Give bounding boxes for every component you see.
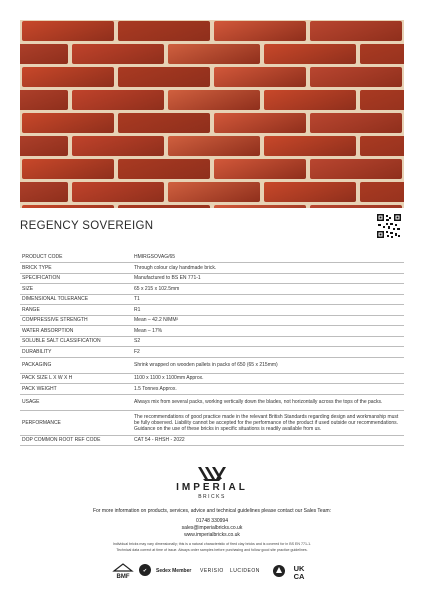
- brick: [118, 159, 210, 179]
- brick: [264, 136, 356, 156]
- brick: [168, 136, 260, 156]
- brick: [22, 21, 114, 41]
- sedex-circle-icon: [138, 563, 152, 577]
- contact-website[interactable]: www.imperialbricks.co.uk: [184, 532, 240, 538]
- spec-row: [20, 373, 404, 384]
- spec-value: S2: [132, 336, 404, 347]
- spec-value: R1: [132, 305, 404, 316]
- badge-separator: [138, 563, 152, 579]
- brick: [214, 159, 306, 179]
- spec-row: [20, 410, 404, 435]
- brick: [168, 90, 260, 110]
- brick: [310, 159, 402, 179]
- spec-value: HMIRGSOVAG/65: [132, 252, 404, 263]
- product-title: REGENCY SOVEREIGN: [20, 220, 154, 232]
- spec-value: F2: [132, 347, 404, 358]
- spec-label: PACK SIZE L X W X H: [20, 373, 132, 384]
- spec-label: PRODUCT CODE: [20, 252, 132, 263]
- kitemark-icon: [272, 564, 286, 578]
- svg-text:CA: CA: [293, 572, 305, 581]
- brick: [310, 205, 402, 208]
- brick: [214, 21, 306, 41]
- brick: [214, 113, 306, 133]
- imperial-logo-icon: [0, 464, 424, 482]
- brick: [118, 205, 210, 208]
- spec-label: COMPRESSIVE STRENGTH: [20, 315, 132, 326]
- spec-row: [20, 326, 404, 337]
- brick: [310, 67, 402, 87]
- brick: [168, 44, 260, 64]
- spec-label: RANGE: [20, 305, 132, 316]
- brick-sample-image: [20, 20, 404, 208]
- spec-value: T1: [132, 294, 404, 305]
- brick: [72, 44, 164, 64]
- spec-value: Shrink wrapped on wooden pallets in packs of 650 (65 x 215mm): [132, 357, 404, 373]
- brick: [310, 21, 402, 41]
- disclaimer-line-1: Individual bricks may vary dimensionally; this is a natural characteristic of fired clay bricks and is covered for in BS EN 771-1.: [112, 542, 312, 546]
- spec-table: [20, 252, 404, 446]
- brick: [360, 136, 404, 156]
- spec-value: Through colour clay handmade brick.: [132, 263, 404, 274]
- spec-label: SOLUBLE SALT CLASSIFICATION: [20, 336, 132, 347]
- spec-row: [20, 435, 404, 446]
- brick: [264, 90, 356, 110]
- brick: [72, 136, 164, 156]
- brick: [20, 182, 68, 202]
- svg-text:✔: ✔: [142, 568, 148, 574]
- spec-value: Manufactured to BS EN 771-1: [132, 273, 404, 284]
- brick: [118, 21, 210, 41]
- spec-row: [20, 347, 404, 358]
- certification-badges: [112, 563, 312, 581]
- brick: [264, 44, 356, 64]
- spec-value: Always mix from several packs, working vertically down the blades, not horizontally across the tops of the packs.: [132, 394, 404, 410]
- brick: [22, 205, 114, 208]
- spec-value: 1.5 Tonnes Approx.: [132, 384, 404, 395]
- spec-label: SPECIFICATION: [20, 273, 132, 284]
- spec-row: [20, 263, 404, 274]
- spec-row: [20, 357, 404, 373]
- brick: [20, 136, 68, 156]
- brand-subtitle: BRICKS: [198, 494, 226, 500]
- spec-row: [20, 305, 404, 316]
- bmf-badge-icon: [112, 563, 134, 581]
- spec-label: DIMENSIONAL TOLERANCE: [20, 294, 132, 305]
- brick: [22, 113, 114, 133]
- contact-phone[interactable]: 01748 330994: [196, 518, 228, 524]
- brick: [72, 182, 164, 202]
- spec-label: DURABILITY: [20, 347, 132, 358]
- spec-row: [20, 284, 404, 295]
- spec-value: The recommendations of good practice made in the relevant British Standards regarding design and workmanship must be fully observed. Liability cannot be accepted for the performance of the product if used outside our recommendations. Guidance on the use of these bricks in specific situations is readily available from us.: [132, 410, 404, 435]
- spec-value: Mean – 42.2 N/MM²: [132, 315, 404, 326]
- spec-row: [20, 394, 404, 410]
- brick: [22, 67, 114, 87]
- spec-label: BRICK TYPE: [20, 263, 132, 274]
- spec-value: 65 x 215 x 102.5mm: [132, 284, 404, 295]
- brick: [264, 182, 356, 202]
- spec-value: 1100 x 1100 x 1100mm Approx.: [132, 373, 404, 384]
- brick: [360, 44, 404, 64]
- brick: [360, 182, 404, 202]
- brick: [72, 90, 164, 110]
- contact-email[interactable]: sales@imperialbricks.co.uk: [181, 525, 243, 531]
- spec-row: [20, 294, 404, 305]
- brand-name: IMPERIAL: [176, 482, 248, 493]
- spec-label: PACKAGING: [20, 357, 132, 373]
- spec-row: [20, 336, 404, 347]
- brick: [214, 67, 306, 87]
- brick: [360, 90, 404, 110]
- brick: [118, 113, 210, 133]
- spec-value: Mean – 17%: [132, 326, 404, 337]
- brick: [20, 44, 68, 64]
- brick: [20, 90, 68, 110]
- disclaimer-line-2: Technical data correct at time of issue. Always order samples before purchasing and follow good site practice guidelines.: [116, 548, 308, 552]
- brick: [168, 182, 260, 202]
- contact-intro: For more information on products, services, advice and technical guidelines please contact our Sales Team:: [92, 508, 332, 514]
- bmf-badge-label: BMF: [116, 574, 130, 580]
- ukca-badge-icon: [290, 563, 308, 581]
- brick: [310, 113, 402, 133]
- brick: [214, 205, 306, 208]
- spec-row: [20, 273, 404, 284]
- spec-label: PERFORMANCE: [20, 410, 132, 435]
- spec-label: WATER ABSORPTION: [20, 326, 132, 337]
- brick: [22, 159, 114, 179]
- svg-text:UK: UK: [293, 564, 305, 573]
- spec-label: SIZE: [20, 284, 132, 295]
- spec-label: PACK WEIGHT: [20, 384, 132, 395]
- spec-row: [20, 315, 404, 326]
- sedex-badge-label: Sedex Member: [156, 568, 192, 574]
- spec-value: CAT 54 - RHSH - 2022: [132, 435, 404, 446]
- spec-row: [20, 252, 404, 263]
- verisio-badge-label: VERISIO: [200, 568, 224, 574]
- spec-label: USAGE: [20, 394, 132, 410]
- spec-label: DOP COMMON ROOT REF CODE: [20, 435, 132, 446]
- brick: [118, 67, 210, 87]
- qr-code-icon[interactable]: [376, 213, 402, 239]
- lucideon-badge-label: LUCIDEON: [230, 568, 260, 574]
- spec-row: [20, 384, 404, 395]
